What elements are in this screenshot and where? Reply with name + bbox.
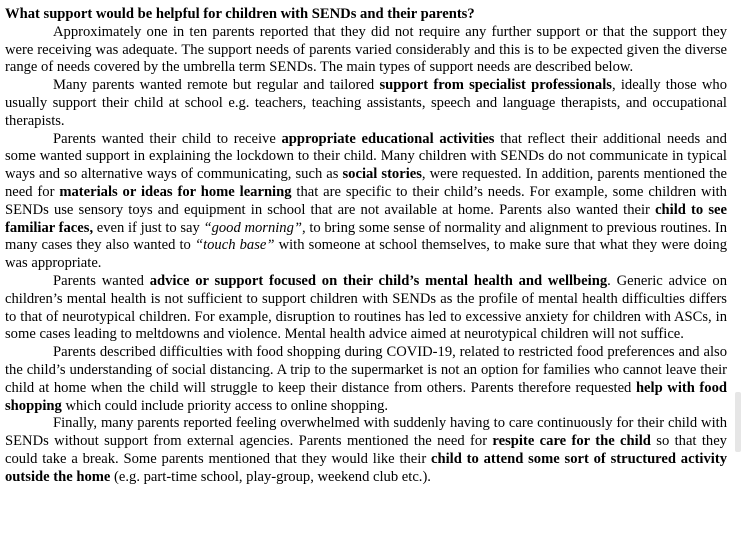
paragraph-text: Many parents wanted remote but regular and tailored bbox=[53, 77, 380, 94]
bold-phrase: social stories bbox=[342, 166, 422, 183]
paragraph-text: even if just to say bbox=[93, 219, 204, 236]
bold-phrase: child to attend some sort of structured activity outside the home bbox=[5, 450, 727, 485]
paragraph-food-shopping bbox=[5, 344, 727, 415]
paragraph-text: Parents wanted their child to receive bbox=[53, 130, 282, 147]
bold-phrase: advice or support focused on their child’s mental health and wellbeing bbox=[149, 272, 608, 289]
paragraph-text: that are specific to their child’s needs. For example, some children with SENDs use sensory toys and equipment in school that are not available at home. Parents also wanted their bbox=[5, 183, 727, 218]
paragraph-educational-activities bbox=[5, 131, 727, 273]
bold-phrase: help with food shopping bbox=[5, 379, 727, 414]
paragraph-text: Finally, many parents reported feeling overwhelmed with suddenly having to care continuously for their child with SENDs without support from external agencies. Parents mentioned the need for bbox=[5, 415, 727, 450]
section-heading: What support would be helpful for children with SENDs and their parents? bbox=[5, 6, 475, 22]
paragraph-text: . Generic advice on children’s mental health is not sufficient to support children with SENDs as the profile of mental health difficulties differs to that of neurotypical children. For example, disruption to routines has led to excessive anxiety for children with ASCs, in some cases leading to meltdowns and violence. Mental health advice aimed at neurotypical children will not suffice. bbox=[5, 272, 728, 343]
paragraph-text: with someone at school themselves, to make sure that what they were doing was appropriate. bbox=[5, 237, 728, 272]
bold-phrase: support from specialist professionals bbox=[379, 77, 612, 94]
paragraph-text: Approximately one in ten parents reported that they did not require any further support or that the support they were receiving was adequate. The support needs of parents varied considerably and this is to be expected given the diverse range of needs covered by the umbrella term SENDs. The main types of support needs are described below. bbox=[5, 23, 727, 76]
paragraph-text: Parents wanted bbox=[53, 272, 150, 289]
paragraph-text: , ideally those who usually support their child at school e.g. teachers, teaching assistants, speech and language therapists, and occupational therapists. bbox=[5, 77, 727, 129]
paragraph-text: Parents described difficulties with food shopping during COVID-19, related to restricted food preferences and also the child’s understanding of social distancing. A trip to the supermarket is not an option for families who cannot leave their child at home when the child will struggle to keep their distance from others. Parents therefore requested bbox=[5, 344, 727, 396]
bold-phrase: materials or ideas for home learning bbox=[59, 183, 292, 200]
bold-phrase: child to see familiar faces, bbox=[5, 201, 727, 236]
scrollbar-thumb[interactable] bbox=[735, 392, 741, 452]
paragraph-mental-health bbox=[5, 273, 727, 344]
italic-quote: “touch base” bbox=[194, 237, 275, 254]
italic-quote: “good morning” bbox=[203, 219, 303, 236]
paragraph-specialist-support bbox=[5, 77, 727, 130]
paragraph-text: , to bring some sense of normality and alignment to previous routines. In many cases they also wanted to bbox=[5, 219, 728, 254]
paragraph-text: (e.g. part-time school, play-group, weekend club etc.). bbox=[110, 468, 431, 485]
bold-phrase: appropriate educational activities bbox=[281, 130, 495, 147]
vertical-scrollbar[interactable] bbox=[731, 0, 743, 559]
bold-phrase: respite care for the child bbox=[492, 433, 651, 450]
paragraph-text: which could include priority access to online shopping. bbox=[61, 397, 389, 414]
paragraph-overview bbox=[5, 24, 727, 77]
paragraph-text: so that they could take a break. Some parents mentioned that they would like their bbox=[5, 433, 727, 467]
document-page bbox=[5, 6, 727, 487]
paragraph-text: , were requested. In addition, parents mentioned the need for bbox=[5, 166, 727, 200]
paragraph-respite-care bbox=[5, 415, 727, 486]
paragraph-text: that reflect their additional needs and some wanted support in explaining the lockdown to their child. Many children with SENDs do not communicate in typical ways and so alternative ways of communicating, such as bbox=[5, 130, 727, 183]
